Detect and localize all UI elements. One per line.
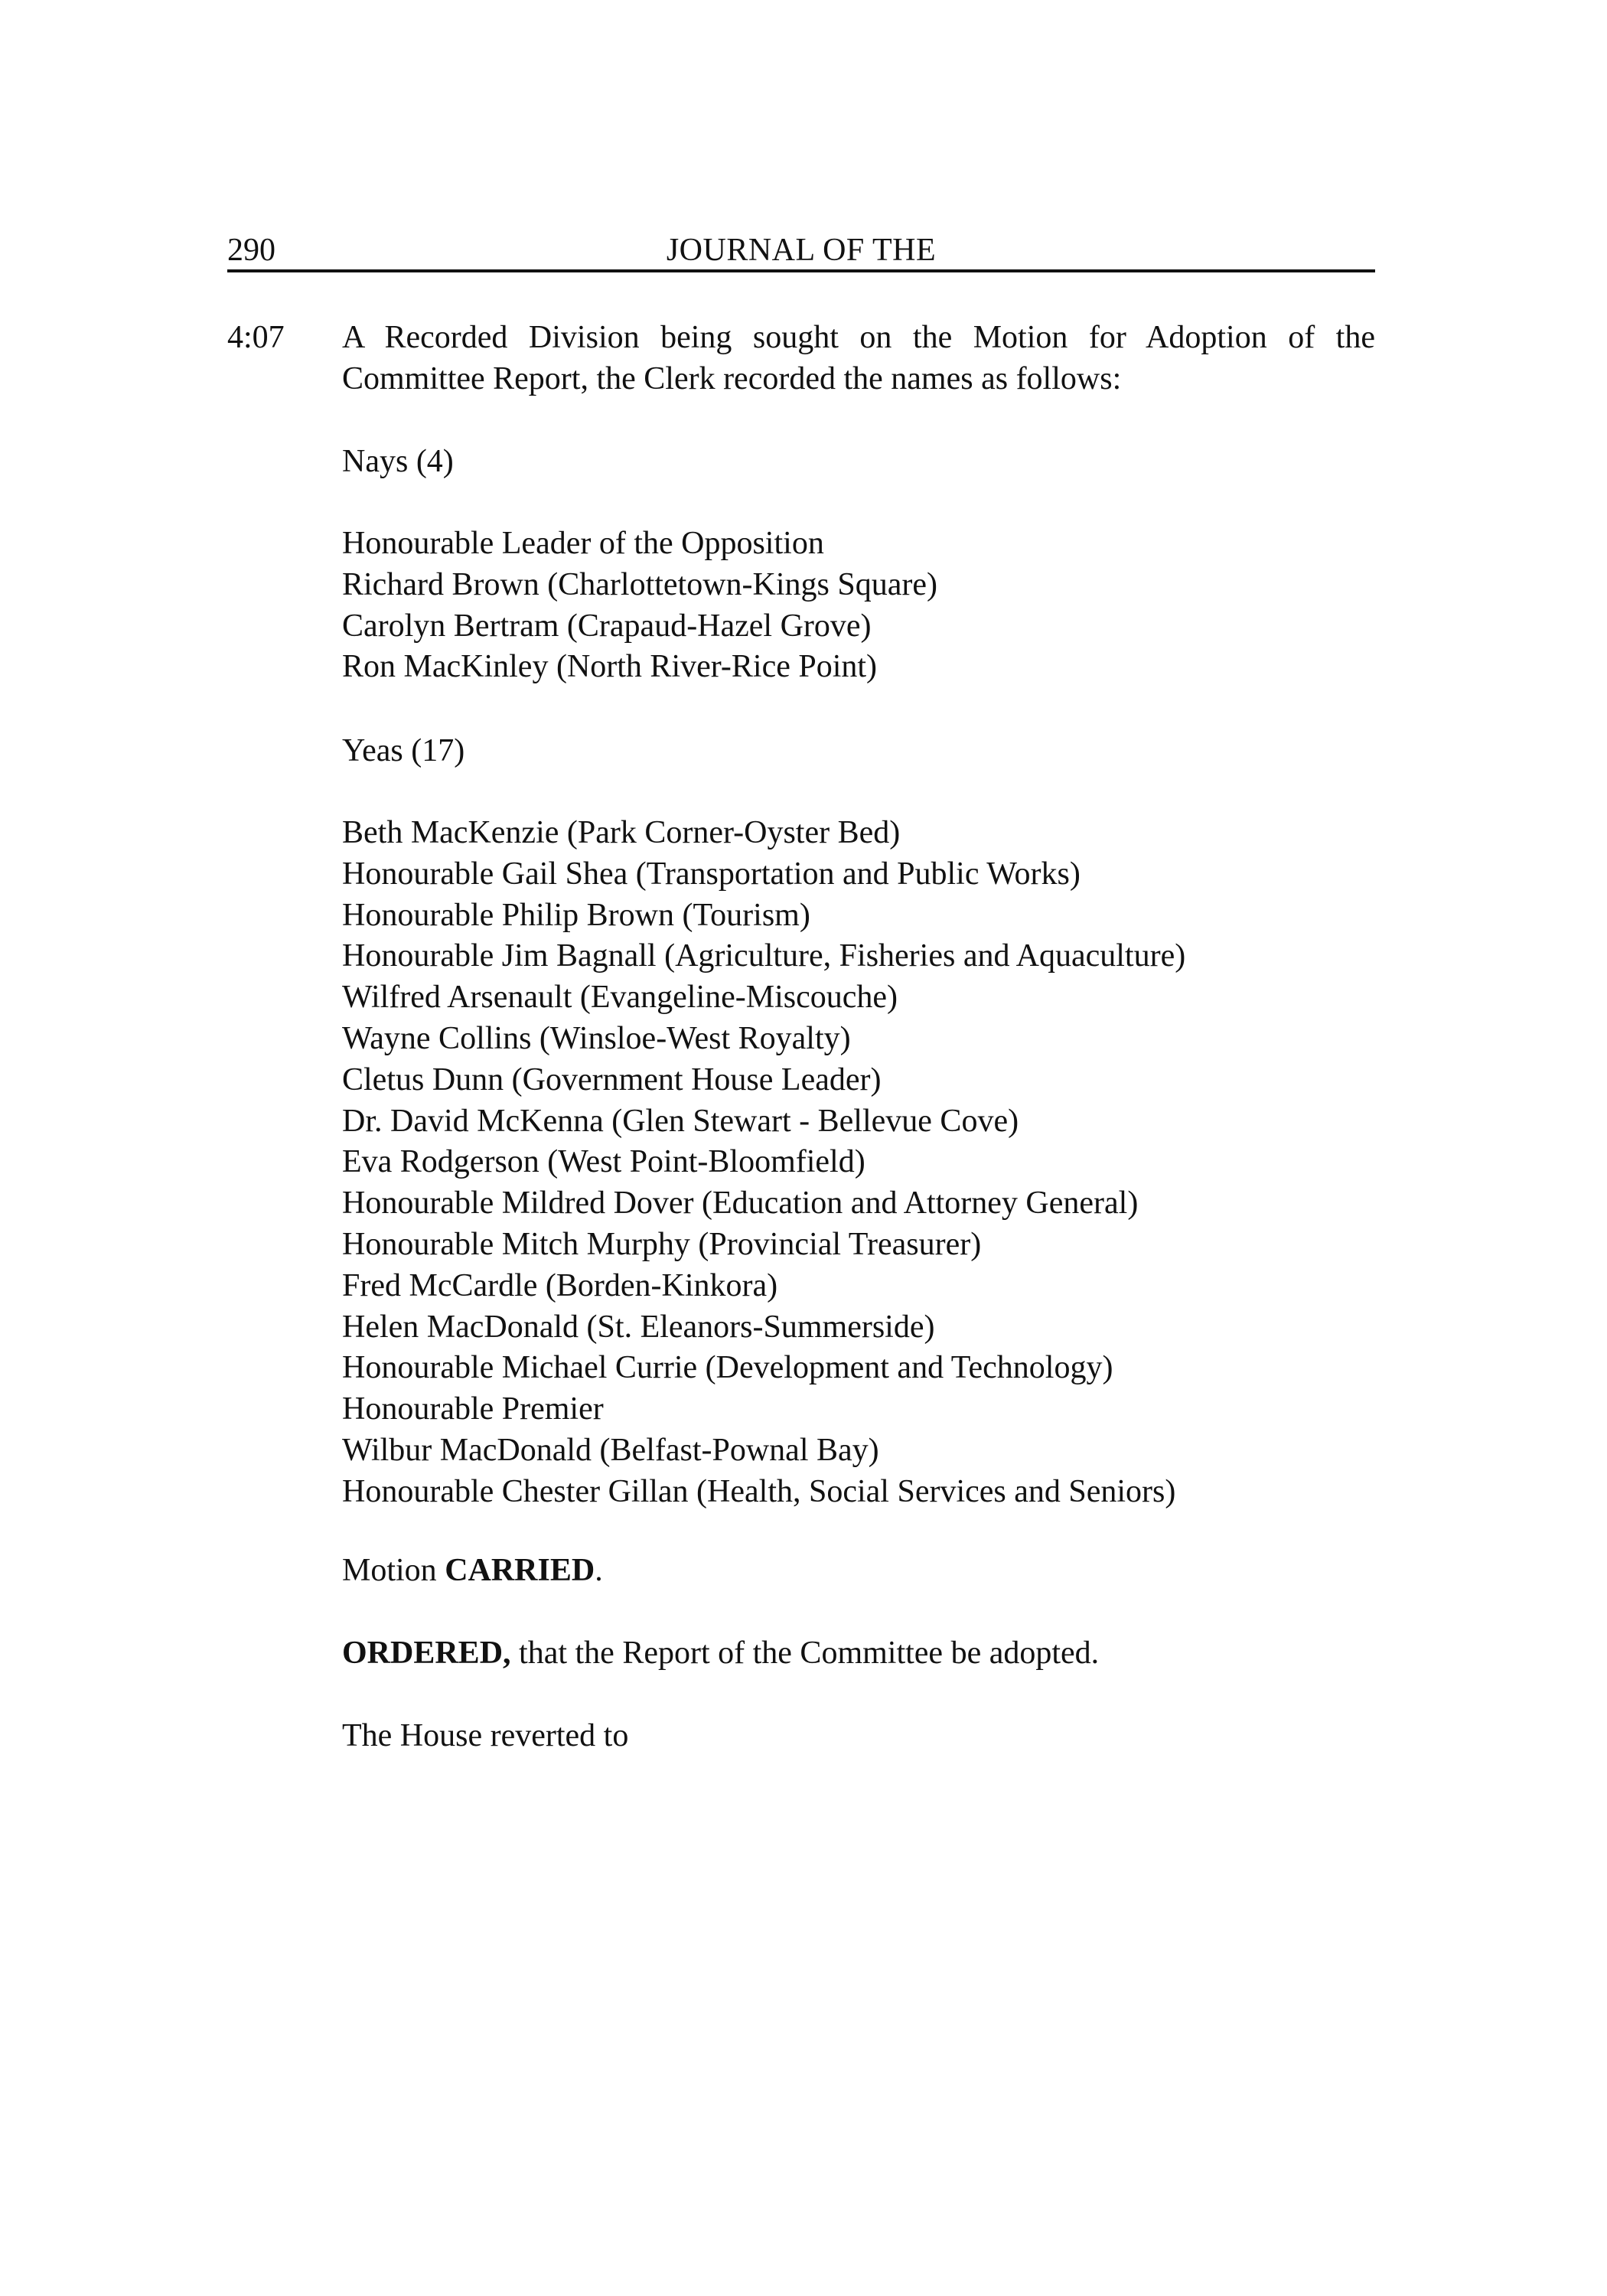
order-text: that the Report of the Committee be adopted. — [510, 1636, 1100, 1671]
nays-member: Honourable Leader of the Opposition — [342, 526, 824, 561]
yeas-member: Helen MacDonald (St. Eleanors-Summerside) — [342, 1309, 935, 1345]
intro-line-1: A Recorded Division being sought on the Motion for Adoption of the — [342, 320, 1375, 355]
yeas-member: Beth MacKenzie (Park Corner-Oyster Bed) — [342, 815, 901, 850]
nays-heading: Nays (4) — [342, 444, 454, 479]
entry-time: 4:07 — [227, 320, 285, 355]
yeas-member: Honourable Philip Brown (Tourism) — [342, 897, 810, 933]
yeas-member: Honourable Gail Shea (Transportation and Public Works) — [342, 856, 1081, 892]
motion-status: CARRIED — [445, 1553, 595, 1588]
yeas-member: Honourable Premier — [342, 1391, 604, 1427]
intro-line-2: Committee Report, the Clerk recorded the names as follows: — [342, 361, 1122, 396]
yeas-member: Wayne Collins (Winsloe-West Royalty) — [342, 1020, 851, 1056]
yeas-member: Honourable Mitch Murphy (Provincial Treasurer) — [342, 1226, 982, 1262]
nays-list — [342, 523, 937, 688]
motion-prefix: Motion — [342, 1553, 445, 1588]
yeas-member: Fred McCardle (Borden-Kinkora) — [342, 1267, 778, 1303]
yeas-heading: Yeas (17) — [342, 733, 465, 768]
motion-result — [342, 1550, 603, 1591]
yeas-list — [342, 813, 1185, 1513]
nays-member: Ron MacKinley (North River-Rice Point) — [342, 649, 878, 685]
running-head: JOURNAL OF THE — [666, 233, 937, 268]
yeas-member: Cletus Dunn (Government House Leader) — [342, 1062, 882, 1097]
page-header — [227, 231, 1375, 272]
order-statement — [342, 1632, 1099, 1674]
yeas-member: Wilfred Arsenault (Evangeline-Miscouche) — [342, 980, 898, 1016]
yeas-member: Wilbur MacDonald (Belfast-Pownal Bay) — [342, 1432, 879, 1468]
yeas-member: Honourable Jim Bagnall (Agriculture, Fisheries and Aquaculture) — [342, 938, 1186, 974]
yeas-member: Eva Rodgerson (West Point-Bloomfield) — [342, 1144, 865, 1180]
page-number: 290 — [227, 233, 275, 268]
motion-suffix: . — [595, 1553, 603, 1588]
nays-member: Carolyn Bertram (Crapaud-Hazel Grove) — [342, 608, 872, 644]
order-keyword: ORDERED, — [342, 1636, 511, 1671]
yeas-member: Honourable Michael Currie (Development and Technology) — [342, 1350, 1113, 1386]
yeas-member: Honourable Mildred Dover (Education and Attorney General) — [342, 1186, 1139, 1221]
yeas-member: Dr. David McKenna (Glen Stewart - Bellevue Cove) — [342, 1103, 1019, 1139]
nays-member: Richard Brown (Charlottetown-Kings Square) — [342, 566, 938, 602]
closing-line: The House reverted to — [342, 1718, 629, 1753]
yeas-member: Honourable Chester Gillan (Health, Social Services and Seniors) — [342, 1473, 1176, 1509]
division-intro — [342, 317, 1375, 400]
